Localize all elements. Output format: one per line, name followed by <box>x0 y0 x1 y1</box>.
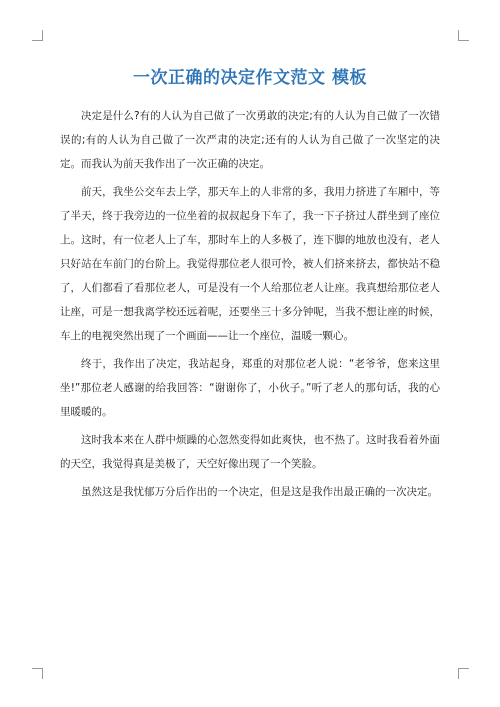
paragraph: 决定是什么?有的人认为自己做了一次勇敢的决定;有的人认为自己做了一次错误的;有的人认为自己做了一次严肃的决定;还有的人认为自己做了一次坚定的决定。而我认为前天我作出了一次正确的决定。 <box>60 110 440 170</box>
paragraph: 终于，我作出了决定，我站起身，郑重的对那位老人说：“老爷爷，您来这里坐!”那位老人感谢的给我回答：“谢谢你了，小伙子。”听了老人的那句话，我的心里暖暖的。 <box>60 358 440 418</box>
corner-mark-bottom-right <box>458 668 469 679</box>
corner-mark-top-right <box>458 30 469 41</box>
corner-mark-top-left <box>32 30 43 41</box>
document-title: 一次正确的决定作文范文 模板 <box>133 68 367 88</box>
corner-mark-bottom-left <box>32 668 43 679</box>
paragraph: 前天，我坐公交车去上学，那天车上的人非常的多，我用力挤进了车厢中，等了半天，终于我旁边的一位坐着的叔叔起身下车了，我一下子挤过人群坐到了座位上。这时，有一位老人上了车，那时车上的人多极了，连下脚的地放也没有，老人只好站在车前门的台阶上。我觉得那位老人很可怜，被人们挤来挤去，都快站不稳了，人们都看了看那位老人，可是没有一个人给那位老人让座。我真想给那位老人让座，可是一想我离学校还远着呢，还要坐三十多分钟呢，当我不想让座的时候，车上的电视突然出现了一个画面——让一个座位，温暖一颗心。 <box>60 186 440 342</box>
document-body <box>60 104 440 508</box>
paragraph: 这时我本来在人群中烦躁的心忽然变得如此爽快，也不热了。这时我看着外面的天空，我觉得真是美极了，天空好像出现了一个笑脸。 <box>60 434 440 470</box>
paragraph: 虽然这是我忧郁万分后作出的一个决定，但是这是我作出最正确的一次决定。 <box>81 486 438 498</box>
